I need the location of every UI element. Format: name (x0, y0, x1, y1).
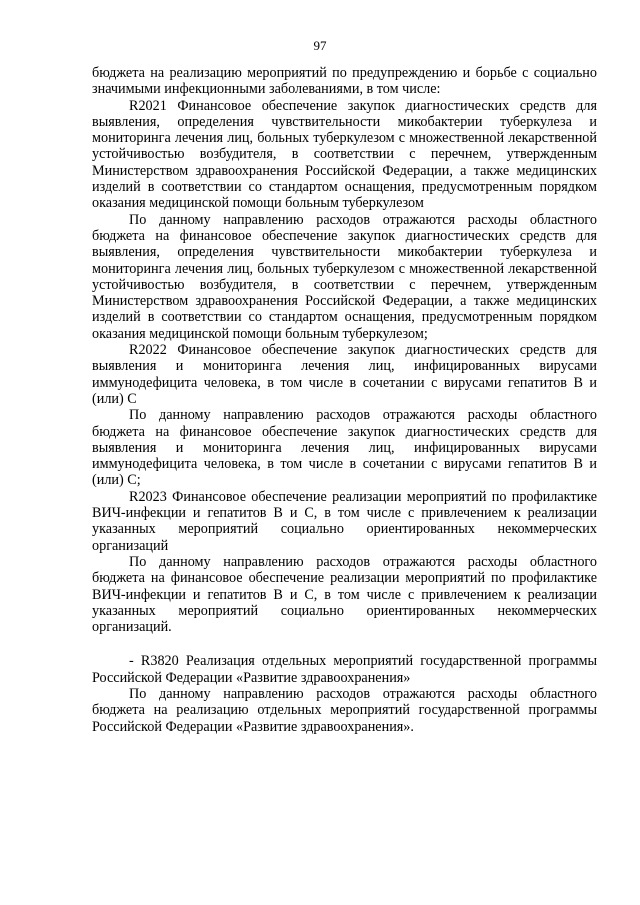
paragraph-r2021-title: R2021 Финансовое обеспечение закупок диагностических средств для выявления, определения чувствительности микобактерии туберкулеза и мониторинга лечения лиц, больных туберкулезом с множественной лекарственной устойчивостью возбудителя, в соответствии с перечнем, утвержденным Министерством здравоохранения Российской Федерации, а также медицинских изделий в соответствии со стандартом оснащения, предусмотренным порядком оказания медицинской помощи больным туберкулезом (92, 97, 597, 212)
paragraph-r2023-title: R2023 Финансовое обеспечение реализации мероприятий по профилактике ВИЧ-инфекции и гепатитов B и C, в том числе с привлечением к реализации указанных мероприятий социально ориентированных некоммерческих организаций (92, 488, 597, 554)
paragraph-r2022-description: По данному направлению расходов отражаются расходы областного бюджета на финансовое обеспечение закупок диагностических средств для выявления и мониторинга лечения лиц, инфицированных вирусами иммунодефицита человека, в том числе в сочетании с вирусами гепатитов B и (или) C; (92, 407, 597, 489)
document-body (92, 65, 597, 735)
paragraph-intro: бюджета на реализацию мероприятий по предупреждению и борьбе с социально значимыми инфекционными заболеваниями, в том числе: (92, 65, 597, 98)
paragraph-r2022-title: R2022 Финансовое обеспечение закупок диагностических средств для выявления и мониторинга лечения лиц, инфицированных вирусами иммунодефицита человека, в том числе в сочетании с вирусами гепатитов B и (или) C (92, 342, 597, 407)
paragraph-r2021-description: По данному направлению расходов отражаются расходы областного бюджета на финансовое обеспечение закупок диагностических средств для выявления, определения чувствительности микобактерии туберкулеза и мониторинга лечения лиц, больных туберкулезом с множественной лекарственной устойчивостью возбудителя, в соответствии с перечнем, утвержденным Министерством здравоохранения Российской Федерации, а также медицинских изделий в соответствии со стандартом оснащения, предусмотренным порядком оказания медицинской помощи больным туберкулезом; (92, 211, 597, 342)
paragraph-r3820-description: По данному направлению расходов отражаются расходы областного бюджета на реализацию отдельных мероприятий государственной программы Российской Федерации «Развитие здравоохранения». (92, 685, 597, 735)
paragraph-r3820-title: - R3820 Реализация отдельных мероприятий государственной программы Российской Федерации «Развитие здравоохранения» (92, 653, 597, 686)
paragraph-r2023-description: По данному направлению расходов отражаются расходы областного бюджета на финансовое обеспечение реализации мероприятий по профилактике ВИЧ-инфекции и гепатитов B и C, в том числе с привлечением к реализации указанных мероприятий социально ориентированных некоммерческих организаций. (92, 553, 597, 636)
page-number: 97 (313, 38, 327, 53)
